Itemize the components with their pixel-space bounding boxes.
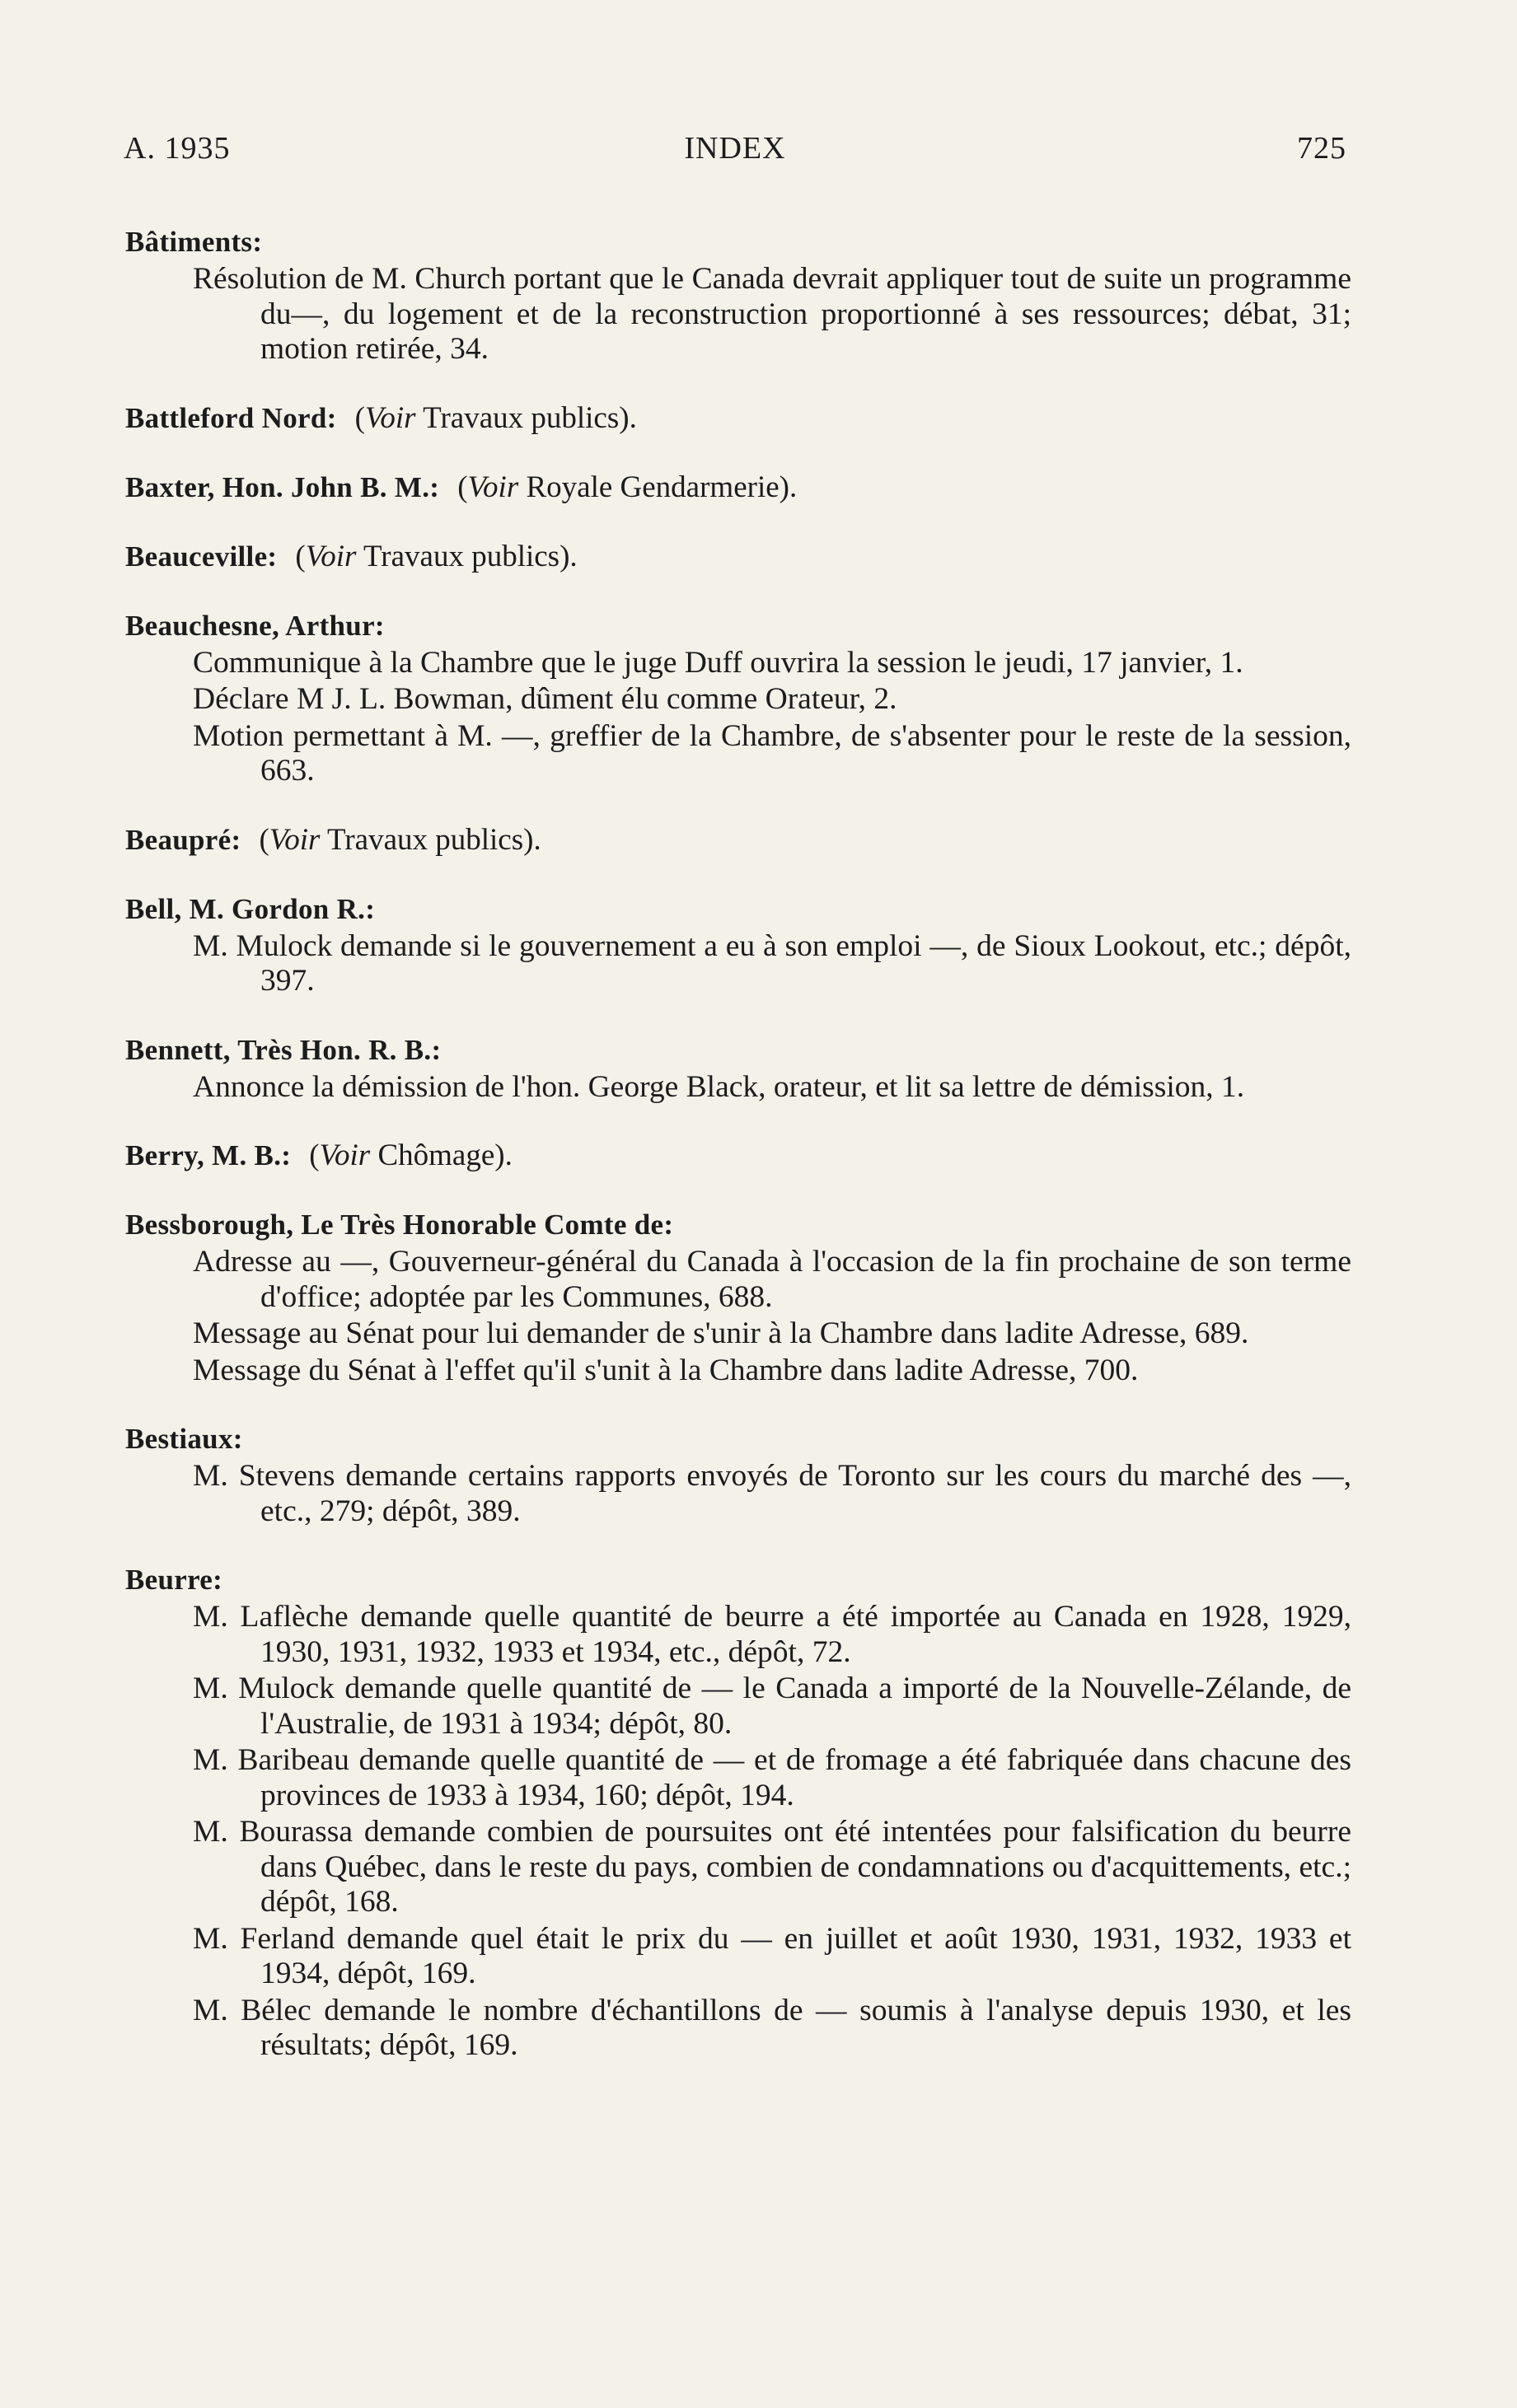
entry-subentry: Adresse au —, Gouverneur-général du Canada à l'occasion de la fin prochaine de son terme d'office; adoptée par les Communes, 688. — [193, 1245, 1351, 1314]
entry-term: Beaupré: — [125, 823, 241, 856]
entry-subentry: Annonce la démission de l'hon. George Black, orateur, et lit sa lettre de démission, 1. — [193, 1069, 1245, 1104]
index-entry — [125, 1421, 1351, 1529]
see-word: Voir — [467, 470, 519, 504]
see-reference: (Voir Royale Gendarmerie). — [457, 470, 798, 504]
see-reference: (Voir Travaux publics). — [259, 822, 541, 857]
see-reference: (Voir Chômage). — [309, 1139, 513, 1172]
index-entry — [125, 1562, 1351, 2064]
entry-subentry: M. Laflèche demande quelle quantité de beurre a été importée au Canada en 1928, 1929, 1930, 1931, 1932, 1933 et 1934, etc., dépôt, 72. — [193, 1600, 1351, 1669]
index-entry — [125, 470, 1351, 506]
entry-term: Bell, M. Gordon R.: — [125, 892, 376, 925]
see-target: Travaux publics). — [356, 539, 578, 573]
entry-term: Bennett, Très Hon. R. B.: — [125, 1033, 442, 1066]
index-entry — [125, 608, 1351, 789]
entry-subentry: M. Stevens demande certains rapports envoyés de Toronto sur les cours du marché des —, etc., 279; dépôt, 389. — [193, 1459, 1351, 1528]
see-target: Travaux publics). — [320, 822, 541, 857]
entry-term: Bestiaux: — [125, 1423, 243, 1455]
entry-term: Bessborough, Le Très Honorable Comte de: — [125, 1209, 674, 1241]
index-entry — [125, 1138, 1351, 1174]
see-reference: (Voir Travaux publics). — [295, 539, 578, 573]
entry-term: Bâtiments: — [125, 226, 263, 258]
entry-term: Berry, M. B.: — [125, 1139, 292, 1171]
index-entry — [125, 1032, 1351, 1106]
entry-subentry: Message au Sénat pour lui demander de s'unir à la Chambre dans ladite Adresse, 689. — [193, 1316, 1249, 1350]
entry-subentry: Communique à la Chambre que le juge Duff ouvrira la session le jeudi, 17 janvier, 1. — [193, 645, 1243, 680]
entry-term: Beurre: — [125, 1564, 223, 1596]
entry-subentry: M. Baribeau demande quelle quantité de — et de fromage a été fabriquée dans chacune des provinces de 1933 à 1934, 160; dépôt, 194. — [193, 1743, 1351, 1812]
entry-term: Beauceville: — [125, 540, 278, 573]
page-number: 725 — [1297, 131, 1346, 166]
see-word: Voir — [305, 539, 357, 573]
see-target: Chômage). — [370, 1139, 513, 1172]
index-entry — [125, 891, 1351, 999]
see-word: Voir — [319, 1139, 371, 1172]
entry-subentry: M. Bélec demande le nombre d'échantillons de — soumis à l'analyse depuis 1930, et les résultats; dépôt, 169. — [193, 1993, 1351, 2062]
entry-subentry: M. Mulock demande quelle quantité de — le Canada a importé de la Nouvelle-Zélande, de l'Australie, de 1931 à 1934; dépôt, 80. — [193, 1672, 1351, 1741]
see-reference: (Voir Travaux publics). — [354, 400, 637, 435]
entry-subentry: Message du Sénat à l'effet qu'il s'unit à la Chambre dans ladite Adresse, 700. — [193, 1353, 1139, 1387]
session-year: A. 1935 — [124, 131, 231, 166]
index-entries — [125, 224, 1351, 2064]
see-target: Travaux publics). — [415, 400, 637, 435]
index-entry — [125, 400, 1351, 437]
entry-subentry: Motion permettant à M. —, greffier de la Chambre, de s'absenter pour le reste de la session, 663. — [193, 718, 1351, 788]
see-word: Voir — [269, 822, 321, 857]
index-entry — [125, 224, 1351, 367]
page-heading: INDEX — [684, 131, 786, 166]
see-target: Royale Gendarmerie). — [518, 470, 798, 504]
entry-subentry: Résolution de M. Church portant que le Canada devrait appliquer tout de suite un programme du—, du logement et de la reconstruction proportionné à ses ressources; débat, 31; motion retirée, 34. — [193, 262, 1351, 366]
entry-term: Beauchesne, Arthur: — [125, 609, 385, 642]
entry-subentry: Déclare M J. L. Bowman, dûment élu comme Orateur, 2. — [193, 682, 897, 716]
index-entry — [125, 822, 1351, 858]
see-word: Voir — [364, 400, 416, 435]
index-entry — [125, 539, 1351, 575]
index-entry — [125, 1207, 1351, 1388]
running-head — [124, 130, 1346, 171]
entry-term: Baxter, Hon. John B. M.: — [125, 470, 440, 503]
entry-subentry: M. Mulock demande si le gouvernement a eu à son emploi —, de Sioux Lookout, etc.; dépôt, 397. — [193, 928, 1351, 998]
entry-subentry: M. Bourassa demande combien de poursuites ont été intentées pour falsification du beurre dans Québec, dans le reste du pays, combien de condamnations ou d'acquittements, etc.; dépôt, 168. — [193, 1815, 1351, 1919]
entry-term: Battleford Nord: — [125, 401, 337, 434]
entry-subentry: M. Ferland demande quel était le prix du — en juillet et août 1930, 1931, 1932, 1933 et 1934, dépôt, 169. — [193, 1921, 1351, 1990]
